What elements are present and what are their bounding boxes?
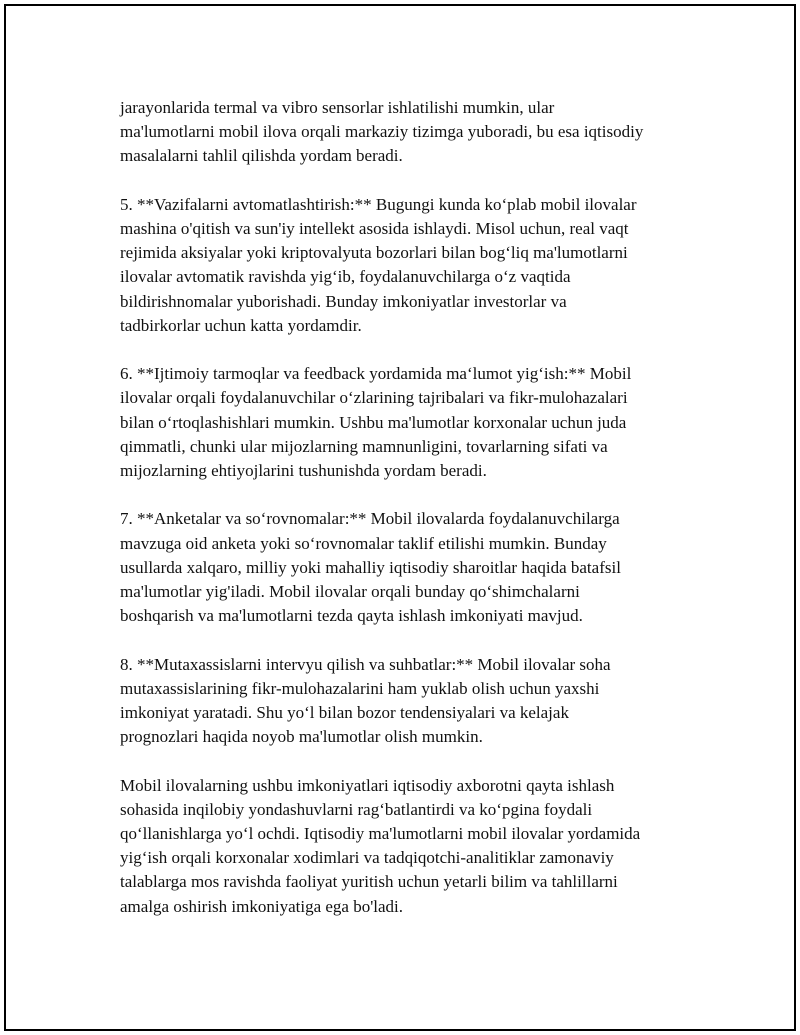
text-line: mashina o'qitish va sun'iy intellekt asosida ishlaydi. Misol uchun, real vaqt (120, 219, 629, 238)
text-line: qo‘llanishlarga yo‘l ochdi. Iqtisodiy ma'lumotlarni mobil ilovalar yordamida (120, 824, 641, 844)
text-line: talablarga mos ravishda faoliyat yuritish uchun yetarli bilim va tahlillarni (120, 872, 618, 892)
paragraph-item-6 (120, 362, 700, 483)
paragraph-item-8 (120, 653, 700, 750)
text-line: imkoniyat yaratadi. Shu yo‘l bilan bozor tendensiyalari va kelajak (120, 703, 569, 723)
paragraph-intro-continuation (120, 96, 700, 169)
text-line: rejimida aksiyalar yoki kriptovalyuta bozorlari bilan bog‘liq ma'lumotlarni (120, 243, 628, 263)
paragraph-conclusion (120, 774, 700, 919)
text-line: bilan o‘rtoqlashishlari mumkin. Ushbu ma'lumotlar korxonalar uchun juda (120, 412, 627, 432)
text-line: ma'lumotlarni mobil ilova orqali markaziy tizimga yuboradi, bu esa iqtisodiy (120, 122, 644, 142)
text-line: tadbirkorlar uchun katta yordamdir. (120, 315, 362, 335)
paragraph-item-7 (120, 507, 700, 628)
text-line: mavzuga oid anketa yoki so‘rovnomalar taklif etilishi mumkin. Bunday (120, 533, 607, 553)
text-line: mijozlarning ehtiyojlarini tushunishda yordam beradi. (120, 461, 487, 481)
text-line: amalga oshirish imkoniyatiga ega bo'ladi. (120, 896, 404, 916)
text-line: ilovalar avtomatik ravishda yig‘ib, foydalanuvchilarga o‘z vaqtida (120, 267, 571, 287)
text-line: mutaxassislarining fikr-mulohazalarini ham yuklab olish uchun yaxshi (120, 678, 600, 698)
text-line: boshqarish va ma'lumotlarni tezda qayta ishlash imkoniyati mavjud. (120, 606, 583, 626)
text-line: 8. **Mutaxassislarni intervyu qilish va suhbatlar:** Mobil ilovalar soha (120, 654, 611, 674)
text-line: bildirishnomalar yuborishadi. Bunday imkoniyatlar investorlar va (120, 291, 567, 311)
document-body (120, 96, 700, 943)
text-line: 5. **Vazifalarni avtomatlashtirish:** Bugungi kunda ko‘plab mobil ilovalar (120, 194, 637, 214)
paragraph-item-5 (120, 193, 700, 338)
text-line: Mobil ilovalarning ushbu imkoniyatlari iqtisodiy axborotni qayta ishlash (120, 775, 615, 795)
text-line: ma'lumotlar yig'iladi. Mobil ilovalar orqali bunday qo‘shimchalarni (120, 582, 580, 602)
text-line: masalalarni tahlil qilishda yordam beradi. (120, 146, 403, 166)
text-line: usullarda xalqaro, milliy yoki mahalliy iqtisodiy sharoitlar haqida batafsil (120, 557, 621, 577)
text-line: ilovalar orqali foydalanuvchilar o‘zlarining tajribalari va fikr-mulohazalari (120, 388, 628, 408)
text-line: 6. **Ijtimoiy tarmoqlar va feedback yordamida ma‘lumot yig‘ish:** Mobil (120, 364, 632, 384)
page-frame (4, 4, 796, 1031)
text-line: prognozlari haqida noyob ma'lumotlar olish mumkin. (120, 727, 483, 747)
text-line: sohasida inqilobiy yondashuvlarni rag‘batlantirdi va ko‘pgina foydali (120, 799, 593, 819)
text-line: yig‘ish orqali korxonalar xodimlari va tadqiqotchi-analitiklar zamonaviy (120, 848, 614, 868)
text-line: 7. **Anketalar va so‘rovnomalar:** Mobil ilovalarda foydalanuvchilarga (120, 509, 620, 529)
text-line: jarayonlarida termal va vibro sensorlar ishlatilishi mumkin, ular (120, 98, 555, 117)
text-line: qimmatli, chunki ular mijozlarning mamnunligini, tovarlarning sifati va (120, 436, 608, 456)
